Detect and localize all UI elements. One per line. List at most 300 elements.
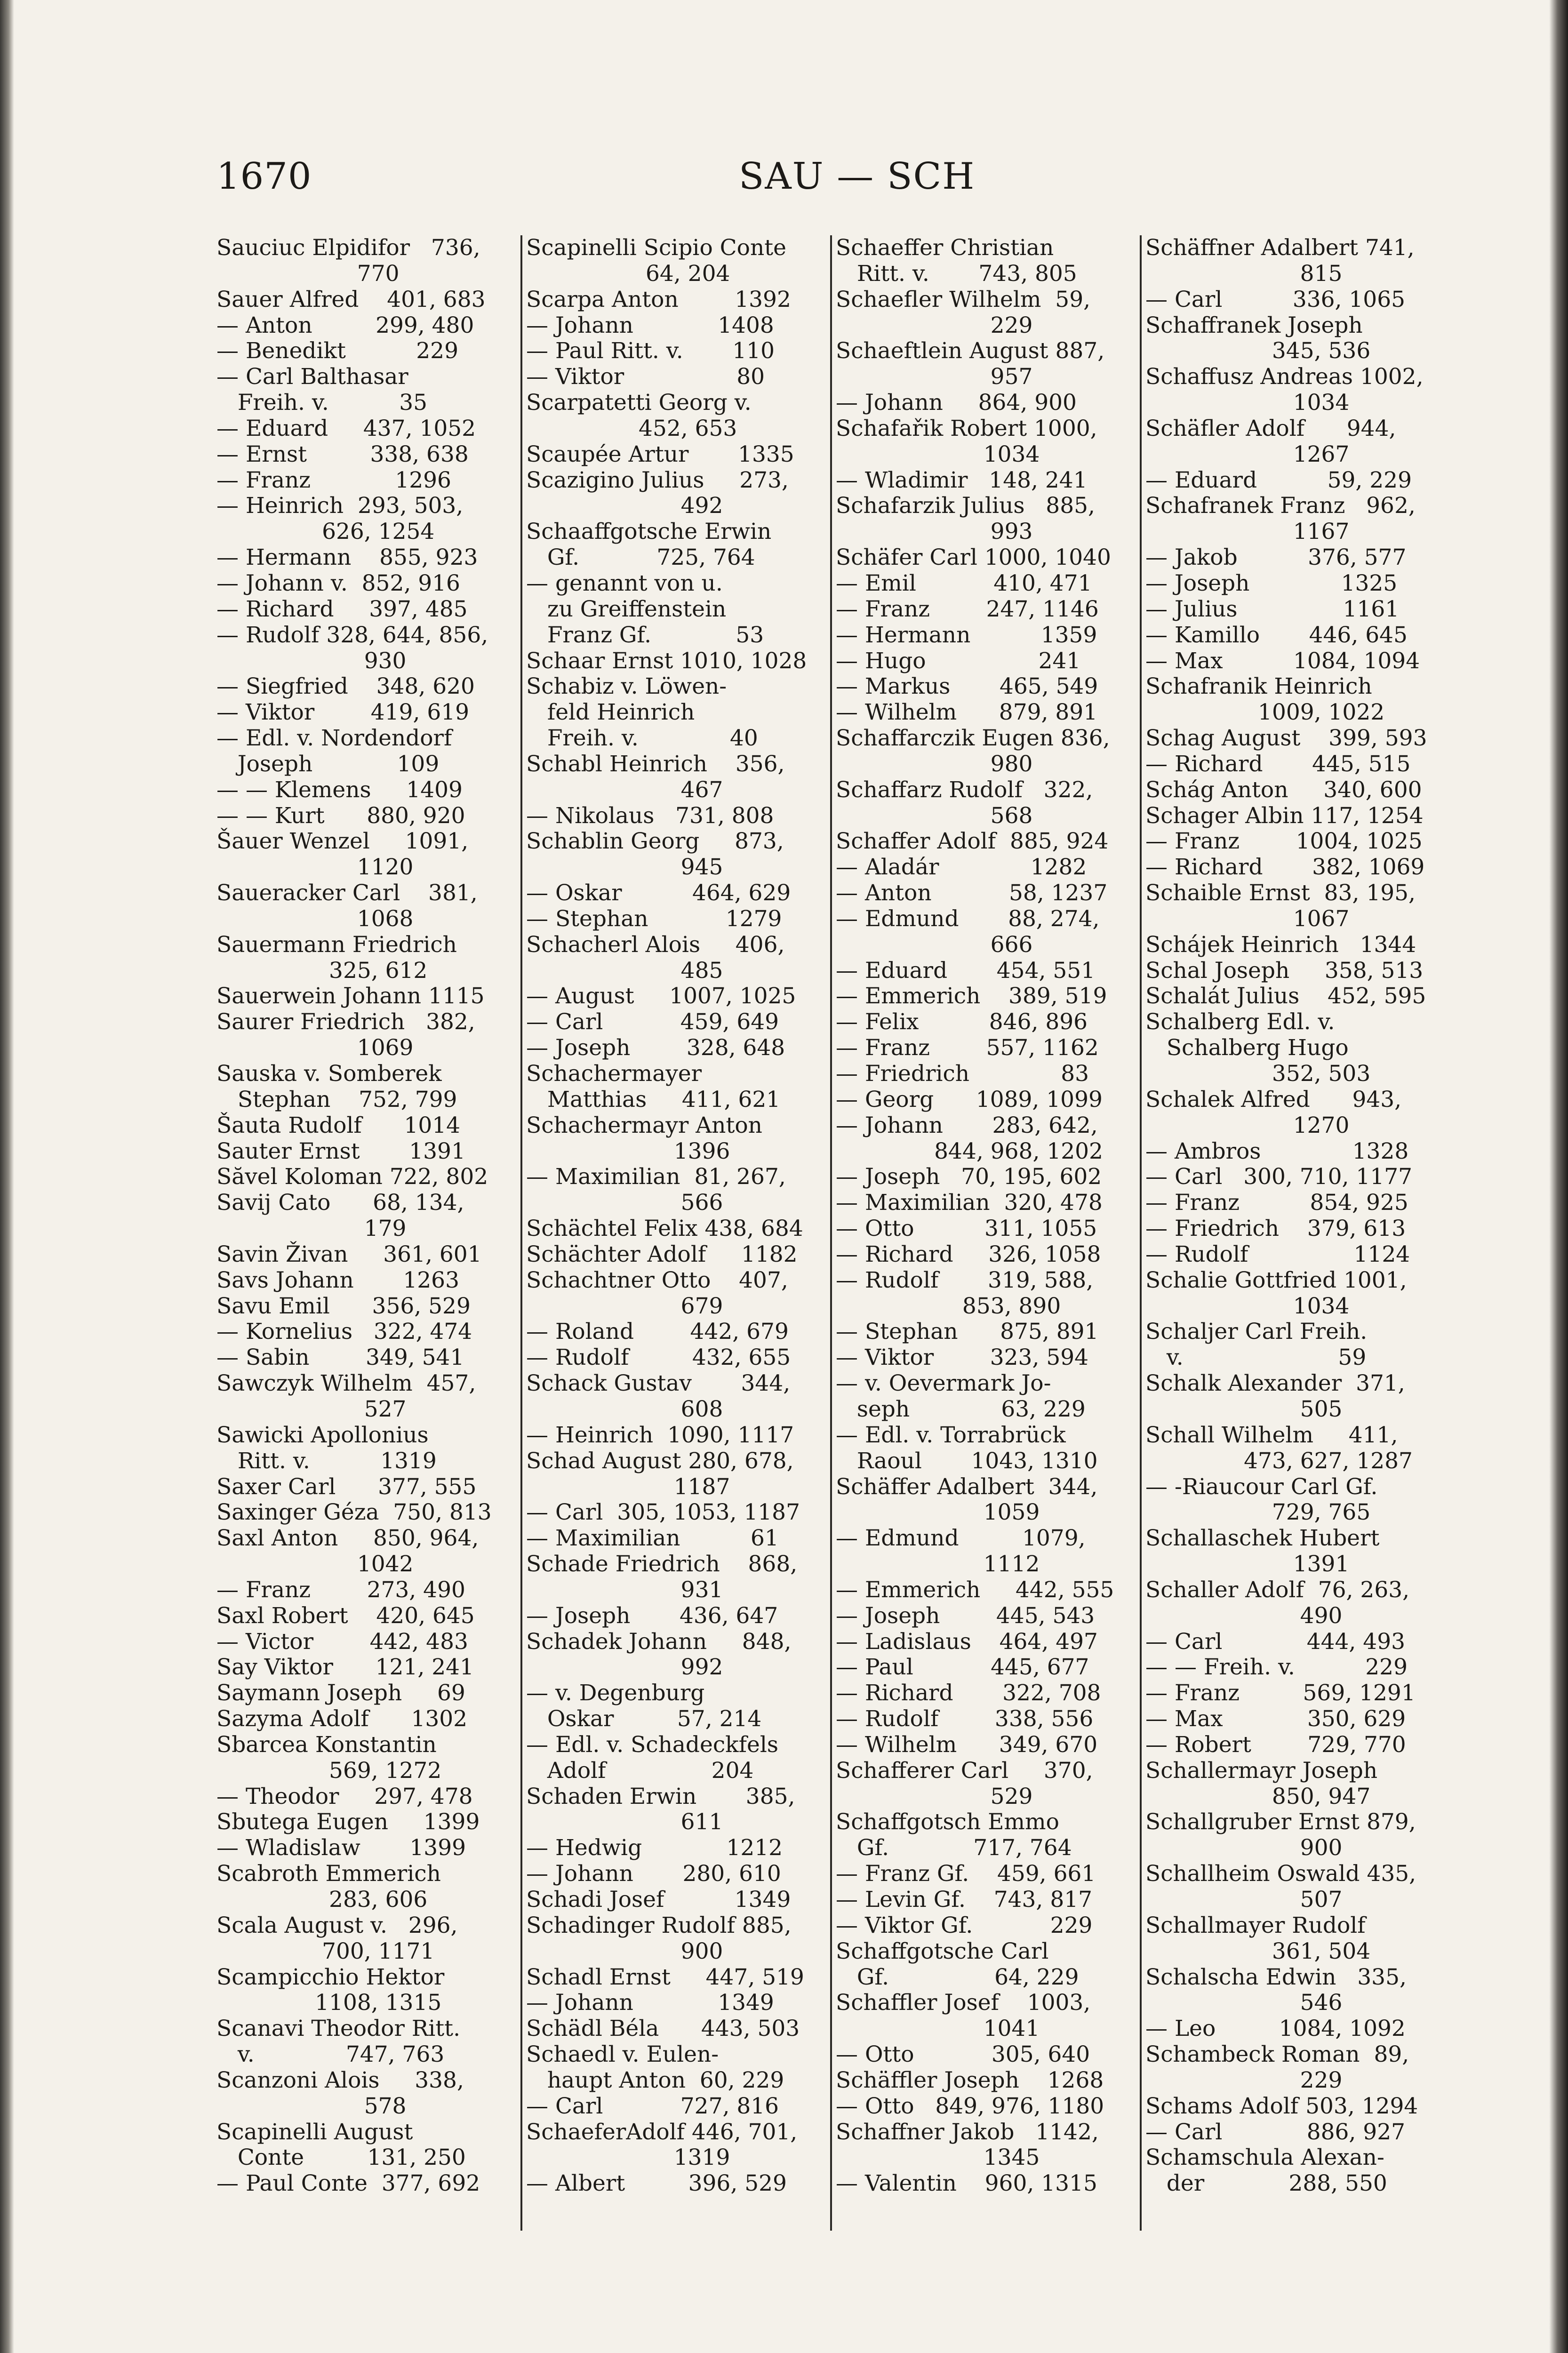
index-entry-line: — Emmerich 442, 555	[836, 1577, 1114, 1603]
index-entry-line: Matthias 411, 621	[526, 1086, 781, 1112]
index-entry-line: — Friedrich 83	[836, 1061, 1089, 1087]
index-entry-line: — August 1007, 1025	[526, 983, 796, 1009]
index-entry-line: Savin Živan 361, 601	[216, 1241, 482, 1267]
index-entry-line: — Aladár 1282	[836, 854, 1087, 880]
index-entry-line: — Carl 727, 816	[526, 2093, 779, 2119]
index-entry-line: — Siegfried 348, 620	[216, 673, 475, 700]
index-entry-line: — Jakob 376, 577	[1145, 544, 1407, 571]
index-entry-line: Schachermayr Anton	[526, 1112, 762, 1138]
index-entry-line: 980	[836, 751, 1033, 777]
index-entry-line: Gf. 725, 764	[526, 544, 755, 571]
index-entry-line: — Friedrich 379, 613	[1145, 1216, 1406, 1242]
index-entry-line: 1009, 1022	[1145, 699, 1385, 726]
index-entry-line: — Carl Balthasar	[216, 364, 408, 390]
index-entry-line: Scapinelli Scipio Conte	[526, 235, 786, 261]
index-entry-line: 1112	[836, 1551, 1040, 1577]
index-entry-line: Schafranek Franz 962,	[1145, 493, 1416, 519]
index-entry-line: — Edl. v. Schadeckfels	[526, 1731, 778, 1758]
index-entry-line: — Oskar 464, 629	[526, 880, 791, 906]
index-entry-line: — Kornelius 322, 474	[216, 1319, 472, 1345]
index-entry-line: 1108, 1315	[216, 1990, 442, 2016]
index-entry-line: Schabl Heinrich 356,	[526, 751, 785, 777]
index-entry-line: Schädl Béla 443, 503	[526, 2016, 800, 2042]
index-entry-line: Schalek Alfred 943,	[1145, 1086, 1402, 1112]
index-entry-line: 1068	[216, 905, 414, 932]
index-entry-line: — Georg 1089, 1099	[836, 1086, 1103, 1112]
index-entry-line: 325, 612	[216, 957, 428, 984]
index-entry-line: Sbarcea Konstantin	[216, 1731, 437, 1758]
index-entry-line: Gf. 64, 229	[836, 1964, 1079, 1990]
index-entry-line: 1187	[526, 1473, 730, 1500]
index-entry-line: zu Greiffenstein	[526, 596, 727, 622]
index-entry-line: Saueracker Carl 381,	[216, 880, 478, 906]
index-entry-line: Schájek Heinrich 1344	[1145, 931, 1416, 958]
index-entry-line: — Richard 445, 515	[1145, 751, 1411, 777]
index-entry-line: 492	[526, 493, 723, 519]
index-entry-line: feld Heinrich	[526, 699, 695, 726]
index-entry-line: Schack Gustav 344,	[526, 1370, 791, 1397]
index-entry-line: Schalát Julius 452, 595	[1145, 983, 1426, 1009]
index-entry-line: Schag August 399, 593	[1145, 725, 1427, 752]
index-entry-line: 569, 1272	[216, 1757, 442, 1784]
page-edge-left	[0, 0, 14, 2353]
index-entry-line: — Carl 886, 927	[1145, 2119, 1405, 2145]
index-entry-line: 1034	[1145, 1293, 1350, 1319]
index-entry-line: — Theodor 297, 478	[216, 1783, 473, 1809]
index-entry-line: 1167	[1145, 519, 1350, 545]
index-entry-line: — — Klemens 1409	[216, 776, 463, 803]
index-entry-line: Schaffgotsch Emmo	[836, 1809, 1059, 1835]
index-entry-line: 900	[1145, 1835, 1343, 1861]
index-column-1	[216, 235, 518, 2231]
index-entry-line: Stephan 752, 799	[216, 1086, 457, 1112]
index-entry-line: 505	[1145, 1396, 1343, 1422]
index-entry-line: seph 63, 229	[836, 1396, 1086, 1422]
index-entry-line: — Viktor 80	[526, 364, 765, 390]
index-entry-line: Schallermayr Joseph	[1145, 1757, 1378, 1784]
index-entry-line: — Richard 382, 1069	[1145, 854, 1425, 880]
index-entry-line: — Sabin 349, 541	[216, 1345, 464, 1371]
index-entry-line: — Joseph 445, 543	[836, 1602, 1095, 1629]
index-entry-line: Scala August v. 296,	[216, 1912, 458, 1938]
index-entry-line: — Paul Ritt. v. 110	[526, 338, 775, 364]
index-entry-line: Adolf 204	[526, 1757, 754, 1784]
index-entry-line: Schabiz v. Löwen-	[526, 673, 727, 700]
index-entry-line: — Richard 322, 708	[836, 1680, 1101, 1706]
index-entry-line: Schafranik Heinrich	[1145, 673, 1372, 700]
index-column-2	[526, 235, 827, 2231]
index-entry-line: — Carl 336, 1065	[1145, 286, 1406, 312]
index-entry-line: Schallgruber Ernst 879,	[1145, 1809, 1416, 1835]
index-entry-line: — Ladislaus 464, 497	[836, 1628, 1098, 1655]
index-entry-line: Say Viktor 121, 241	[216, 1654, 474, 1681]
index-entry-line: — Rudolf 338, 556	[836, 1706, 1094, 1732]
index-entry-line: Scanzoni Alois 338,	[216, 2067, 464, 2093]
index-entry-line: Schaffer Adolf 885, 924	[836, 828, 1109, 855]
index-entry-line: — Emmerich 389, 519	[836, 983, 1107, 1009]
index-entry-line: — Heinrich 293, 503,	[216, 493, 464, 519]
index-entry-line: 608	[526, 1396, 723, 1422]
index-entry-line: Schalberg Hugo	[1145, 1035, 1349, 1061]
index-entry-line: Schaible Ernst 83, 195,	[1145, 880, 1416, 906]
index-entry-line: — Carl 305, 1053, 1187	[526, 1499, 800, 1526]
index-entry-line: 993	[836, 519, 1033, 545]
index-entry-line: 1391	[1145, 1551, 1350, 1577]
index-entry-line: Schambeck Roman 89,	[1145, 2041, 1409, 2068]
index-entry-line: — Nikolaus 731, 808	[526, 802, 774, 829]
index-entry-line: — Rudolf 1124	[1145, 1241, 1410, 1267]
index-entry-line: — Edl. v. Torrabrück	[836, 1422, 1066, 1448]
index-entry-line: Schadinger Rudolf 885,	[526, 1912, 792, 1938]
index-entry-line: Schaffarczik Eugen 836,	[836, 725, 1110, 752]
index-entry-line: — Edl. v. Nordendorf	[216, 725, 452, 752]
index-entry-line: — Viktor Gf. 229	[836, 1912, 1093, 1938]
index-entry-line: — Albert 396, 529	[526, 2170, 787, 2197]
index-entry-line: — Maximilian 61	[526, 1525, 779, 1552]
index-entry-line: 1396	[526, 1138, 730, 1164]
index-entry-line: 283, 606	[216, 1887, 428, 1913]
index-entry-line: Schalberg Edl. v.	[1145, 1009, 1335, 1035]
index-entry-line: 666	[836, 931, 1033, 958]
index-entry-line: Schaaffgotsche Erwin	[526, 519, 772, 545]
index-entry-line: Sauer Alfred 401, 683	[216, 286, 486, 312]
index-entry-line: — Franz 273, 490	[216, 1577, 465, 1603]
index-entry-line: — Viktor 323, 594	[836, 1345, 1089, 1371]
index-entry-line: Schafařik Robert 1000,	[836, 415, 1097, 441]
index-entry-line: Scarpatetti Georg v.	[526, 390, 752, 416]
index-entry-line: — Wladimir 148, 241	[836, 467, 1088, 493]
index-entry-line: Sauter Ernst 1391	[216, 1138, 465, 1164]
index-entry-line: — Benedikt 229	[216, 338, 458, 364]
index-entry-line: Schäffer Adalbert 344,	[836, 1473, 1098, 1500]
index-entry-line: Schachermayer	[526, 1061, 702, 1087]
index-entry-line: Schalie Gottfried 1001,	[1145, 1267, 1407, 1293]
index-entry-line: 1059	[836, 1499, 1040, 1526]
index-entry-line: Schächter Adolf 1182	[526, 1241, 798, 1267]
index-entry-line: 568	[836, 802, 1033, 829]
index-entry-line: Schachtner Otto 407,	[526, 1267, 788, 1293]
index-entry-line: Scaupée Artur 1335	[526, 441, 794, 467]
index-entry-line: — Franz 569, 1291	[1145, 1680, 1416, 1706]
index-entry-line: 452, 653	[526, 415, 737, 441]
running-head: SAU — SCH	[739, 155, 976, 198]
index-entry-line: Schadl Ernst 447, 519	[526, 1964, 804, 1990]
index-column-3	[836, 235, 1137, 2231]
index-entry-line: — Franz 854, 925	[1145, 1190, 1408, 1216]
index-entry-line: — Wladislaw 1399	[216, 1835, 466, 1861]
index-entry-line: — Wilhelm 349, 670	[836, 1731, 1098, 1758]
index-entry-line: 1270	[1145, 1112, 1350, 1138]
index-entry-line: — Ernst 338, 638	[216, 441, 469, 467]
index-entry-line: 1034	[1145, 390, 1350, 416]
index-entry-line: — Paul 445, 677	[836, 1654, 1089, 1681]
index-entry-line: — Edmund 1079,	[836, 1525, 1086, 1552]
index-entry-line: — Rudolf 319, 588,	[836, 1267, 1094, 1293]
index-entry-line: — Paul Conte 377, 692	[216, 2170, 480, 2197]
index-entry-line: 900	[526, 1938, 723, 1964]
index-entry-line: — Johann 1349	[526, 1990, 774, 2016]
index-entry-line: — Robert 729, 770	[1145, 1731, 1406, 1758]
index-entry-line: 815	[1145, 260, 1343, 287]
index-entry-line: Schallheim Oswald 435,	[1145, 1861, 1416, 1887]
index-entry-line: 611	[526, 1809, 723, 1835]
index-entry-line: 490	[1145, 1602, 1343, 1629]
index-entry-line: — Carl 459, 649	[526, 1009, 779, 1035]
index-entry-line: — Richard 397, 485	[216, 596, 468, 622]
column-rule	[1140, 235, 1142, 2231]
index-entry-line: Schadek Johann 848,	[526, 1628, 792, 1655]
index-entry-line: — Stephan 875, 891	[836, 1319, 1099, 1345]
index-entry-line: Schaffner Jakob 1142,	[836, 2119, 1099, 2145]
index-entry-line: 485	[526, 957, 723, 984]
index-entry-line: Sbutega Eugen 1399	[216, 1809, 480, 1835]
index-entry-line: Schall Wilhelm 411,	[1145, 1422, 1398, 1448]
index-entry-line: — Richard 326, 1058	[836, 1241, 1101, 1267]
index-entry-line: — Leo 1084, 1092	[1145, 2016, 1406, 2042]
index-entry-line: — Franz 557, 1162	[836, 1035, 1099, 1061]
index-entry-line: Schäfer Carl 1000, 1040	[836, 544, 1111, 571]
index-entry-line: — — Kurt 880, 920	[216, 802, 465, 829]
index-entry-line: 729, 765	[1145, 1499, 1371, 1526]
index-entry-line: Schafarzik Julius 885,	[836, 493, 1095, 519]
index-entry-line: Joseph 109	[216, 751, 440, 777]
index-entry-line: — Hugo 241	[836, 648, 1081, 674]
index-entry-line: Saxl Anton 850, 964,	[216, 1525, 479, 1552]
index-entry-line: Schaffranek Joseph	[1145, 312, 1363, 338]
index-entry-line: Franz Gf. 53	[526, 622, 764, 648]
index-entry-line: Schaedl v. Eulen-	[526, 2041, 719, 2068]
index-entry-line: Raoul 1043, 1310	[836, 1448, 1098, 1474]
index-entry-line: — Franz 1004, 1025	[1145, 828, 1423, 855]
index-entry-line: Schallmayer Rudolf	[1145, 1912, 1366, 1938]
index-entry-line: Schal Joseph 358, 513	[1145, 957, 1424, 984]
index-entry-line: Scapinelli August	[216, 2119, 413, 2145]
index-entry-line: — Maximilian 320, 478	[836, 1190, 1103, 1216]
index-entry-line: v. 59	[1145, 1345, 1367, 1371]
index-entry-line: 1042	[216, 1551, 414, 1577]
index-entry-line: Schacherl Alois 406,	[526, 931, 785, 958]
index-entry-line: Schaffler Josef 1003,	[836, 1990, 1091, 2016]
index-entry-line: Schamschula Alexan-	[1145, 2145, 1384, 2171]
index-entry-line: — Hermann 1359	[836, 622, 1097, 648]
index-entry-line: — Hedwig 1212	[526, 1835, 783, 1861]
index-entry-line: — Johann v. 852, 916	[216, 570, 460, 596]
index-entry-line: Schächtel Felix 438, 684	[526, 1216, 803, 1242]
index-entry-line: Sauciuc Elpidifor 736,	[216, 235, 480, 261]
index-entry-line: Saymann Joseph 69	[216, 1680, 465, 1706]
index-entry-line: 345, 536	[1145, 338, 1371, 364]
index-entry-line: Schade Friedrich 868,	[526, 1551, 798, 1577]
index-entry-line: haupt Anton 60, 229	[526, 2067, 784, 2093]
index-entry-line: 507	[1145, 1887, 1343, 1913]
index-column-4	[1145, 235, 1447, 2231]
index-entry-line: — Carl 300, 710, 1177	[1145, 1164, 1413, 1190]
index-entry-line: Scazigino Julius 273,	[526, 467, 789, 493]
index-entry-line: 578	[216, 2093, 407, 2119]
index-entry-line: Schablin Georg 873,	[526, 828, 784, 855]
index-entry-line: 546	[1145, 1990, 1343, 2016]
index-entry-line: — Edmund 88, 274,	[836, 905, 1100, 932]
index-entry-line: 931	[526, 1577, 723, 1603]
index-entry-line: Schaden Erwin 385,	[526, 1783, 795, 1809]
index-entry-line: Savs Johann 1263	[216, 1267, 459, 1293]
index-entry-line: — Roland 442, 679	[526, 1319, 789, 1345]
index-entry-line: — Maximilian 81, 267,	[526, 1164, 786, 1190]
index-entry-line: — Joseph 70, 195, 602	[836, 1164, 1102, 1190]
page-edge-right	[1549, 0, 1568, 2353]
index-entry-line: der 288, 550	[1145, 2170, 1387, 2197]
index-entry-line: Schalscha Edwin 335,	[1145, 1964, 1407, 1990]
index-entry-line: 352, 503	[1145, 1061, 1371, 1087]
index-entry-line: Conte 131, 250	[216, 2145, 466, 2171]
index-entry-line: Schaeffer Christian	[836, 235, 1054, 261]
index-entry-line: SchaeferAdolf 446, 701,	[526, 2119, 798, 2145]
index-entry-line: — Joseph 328, 648	[526, 1035, 785, 1061]
index-entry-line: Schadi Josef 1349	[526, 1887, 791, 1913]
index-entry-line: 179	[216, 1216, 407, 1242]
index-entry-line: Saxer Carl 377, 555	[216, 1473, 477, 1500]
index-entry-line: — Joseph 1325	[1145, 570, 1398, 596]
index-entry-line: — Levin Gf. 743, 817	[836, 1887, 1093, 1913]
index-entry-line: 992	[526, 1654, 723, 1681]
index-entry-line: — Johann 1408	[526, 312, 774, 338]
index-entry-line: — Eduard 437, 1052	[216, 415, 476, 441]
index-entry-line: Saxl Robert 420, 645	[216, 1602, 475, 1629]
index-entry-line: Saxinger Géza 750, 813	[216, 1499, 492, 1526]
index-entry-line: 930	[216, 648, 407, 674]
index-entry-line: — Max 350, 629	[1145, 1706, 1406, 1732]
index-entry-line: Sawczyk Wilhelm 457,	[216, 1370, 476, 1397]
index-entry-line: — v. Degenburg	[526, 1680, 705, 1706]
index-entry-line: 473, 627, 1287	[1145, 1448, 1413, 1474]
index-entry-line: — Joseph 436, 647	[526, 1602, 778, 1629]
index-entry-line: — Julius 1161	[1145, 596, 1400, 622]
index-entry-line: Savij Cato 68, 134,	[216, 1190, 464, 1216]
index-columns	[216, 235, 1449, 2231]
index-entry-line: Saurer Friedrich 382,	[216, 1009, 475, 1035]
index-entry-line: — Otto 311, 1055	[836, 1216, 1097, 1242]
index-entry-line: 1120	[216, 854, 414, 880]
index-entry-line: 1345	[836, 2145, 1040, 2171]
column-rule	[520, 235, 522, 2231]
index-entry-line: 566	[526, 1190, 723, 1216]
index-entry-line: Schaffusz Andreas 1002,	[1145, 364, 1424, 390]
index-entry-line: 626, 1254	[216, 519, 435, 545]
index-entry-line: 945	[526, 854, 723, 880]
index-entry-line: — Heinrich 1090, 1117	[526, 1422, 794, 1448]
index-entry-line: Schams Adolf 503, 1294	[1145, 2093, 1418, 2119]
index-entry-line: 844, 968, 1202	[836, 1138, 1103, 1164]
index-entry-line: Sazyma Adolf 1302	[216, 1706, 468, 1732]
index-entry-line: Scampicchio Hektor	[216, 1964, 445, 1990]
index-entry-line: Freih. v. 40	[526, 725, 758, 752]
index-entry-line: Schad August 280, 678,	[526, 1448, 794, 1474]
index-entry-line: Schaffarz Rudolf 322,	[836, 776, 1093, 803]
index-entry-line: 527	[216, 1396, 407, 1422]
index-entry-line: Schafferer Carl 370,	[836, 1757, 1093, 1784]
index-entry-line: Schalk Alexander 371,	[1145, 1370, 1405, 1397]
index-entry-line: 853, 890	[836, 1293, 1061, 1319]
index-entry-line: — Franz 247, 1146	[836, 596, 1099, 622]
index-entry-line: Scabroth Emmerich	[216, 1861, 441, 1887]
index-entry-line: — -Riaucour Carl Gf.	[1145, 1473, 1378, 1500]
index-entry-line: 1067	[1145, 905, 1350, 932]
index-entry-line: Schaller Adolf 76, 263,	[1145, 1577, 1410, 1603]
index-entry-line: 229	[1145, 2067, 1343, 2093]
index-entry-line: 1267	[1145, 441, 1350, 467]
index-entry-line: 64, 204	[526, 260, 730, 287]
index-entry-line: Săvel Koloman 722, 802	[216, 1164, 488, 1190]
index-entry-line: — Otto 305, 640	[836, 2041, 1090, 2068]
index-entry-line: Schaffgotsche Carl	[836, 1938, 1049, 1964]
index-entry-line: 1034	[836, 441, 1040, 467]
index-entry-line: Savu Emil 356, 529	[216, 1293, 471, 1319]
index-entry-line: Schág Anton 340, 600	[1145, 776, 1422, 803]
index-entry-line: — Anton 299, 480	[216, 312, 474, 338]
column-rule	[830, 235, 832, 2231]
index-entry-line: Ritt. v. 1319	[216, 1448, 437, 1474]
index-entry-line: — genannt von u.	[526, 570, 723, 596]
index-entry-line: 1069	[216, 1035, 414, 1061]
index-entry-line: Schaljer Carl Freih.	[1145, 1319, 1368, 1345]
index-entry-line: — Otto 849, 976, 1180	[836, 2093, 1104, 2119]
index-entry-line: — Kamillo 446, 645	[1145, 622, 1408, 648]
index-entry-line: 957	[836, 364, 1033, 390]
index-entry-line: Šauer Wenzel 1091,	[216, 828, 469, 855]
index-entry-line: Schaefler Wilhelm 59,	[836, 286, 1091, 312]
index-entry-line: 467	[526, 776, 723, 803]
index-entry-line: — Johann 283, 642,	[836, 1112, 1098, 1138]
index-entry-line: Sauerwein Johann 1115	[216, 983, 485, 1009]
index-entry-line: — Valentin 960, 1315	[836, 2170, 1097, 2197]
index-entry-line: — Felix 846, 896	[836, 1009, 1088, 1035]
index-entry-line: 361, 504	[1145, 1938, 1371, 1964]
index-entry-line: Scanavi Theodor Ritt.	[216, 2016, 461, 2042]
index-entry-line: — Emil 410, 471	[836, 570, 1092, 596]
index-entry-line: Šauta Rudolf 1014	[216, 1112, 461, 1138]
index-entry-line: — Viktor 419, 619	[216, 699, 470, 726]
index-entry-line: Schäfler Adolf 944,	[1145, 415, 1396, 441]
index-entry-line: — Johann 864, 900	[836, 390, 1077, 416]
index-entry-line: Schaeftlein August 887,	[836, 338, 1105, 364]
index-entry-line: — Carl 444, 493	[1145, 1628, 1405, 1655]
index-entry-line: Ritt. v. 743, 805	[836, 260, 1077, 287]
index-entry-line: Schäffler Joseph 1268	[836, 2067, 1104, 2093]
page-number: 1670	[216, 155, 312, 198]
index-entry-line: Scarpa Anton 1392	[526, 286, 791, 312]
index-entry-line: — Hermann 855, 923	[216, 544, 478, 571]
index-entry-line: Schaar Ernst 1010, 1028	[526, 648, 807, 674]
index-entry-line: — Ambros 1328	[1145, 1138, 1409, 1164]
index-entry-line: 529	[836, 1783, 1033, 1809]
index-entry-line: — Markus 465, 549	[836, 673, 1098, 700]
index-entry-line: — Franz Gf. 459, 661	[836, 1861, 1096, 1887]
index-entry-line: 850, 947	[1145, 1783, 1371, 1809]
index-entry-line: 679	[526, 1293, 723, 1319]
index-entry-line: Sauermann Friedrich	[216, 931, 457, 958]
index-entry-line: — Max 1084, 1094	[1145, 648, 1420, 674]
index-entry-line: Schäffner Adalbert 741,	[1145, 235, 1415, 261]
index-entry-line: — Rudolf 432, 655	[526, 1345, 791, 1371]
index-entry-line: — Johann 280, 610	[526, 1861, 781, 1887]
index-entry-line: — Victor 442, 483	[216, 1628, 468, 1655]
index-entry-line: Sawicki Apollonius	[216, 1422, 429, 1448]
index-entry-line: 229	[836, 312, 1033, 338]
index-entry-line: Sauska v. Somberek	[216, 1061, 442, 1087]
index-entry-line: — Eduard 454, 551	[836, 957, 1096, 984]
index-entry-line: Schallaschek Hubert	[1145, 1525, 1380, 1552]
index-entry-line: Gf. 717, 764	[836, 1835, 1072, 1861]
